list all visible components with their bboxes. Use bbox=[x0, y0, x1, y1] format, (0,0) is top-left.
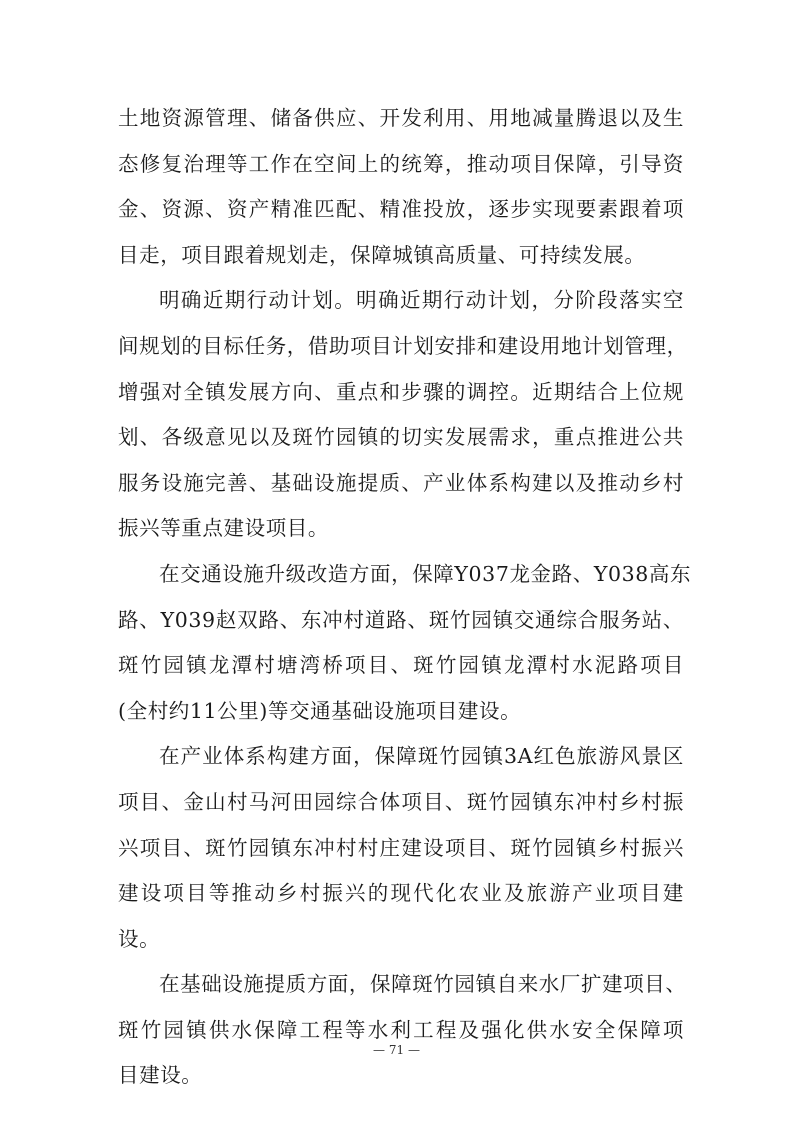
text-line: 目走，项目跟着规划走，保障城镇高质量、可持续发展。 bbox=[118, 242, 646, 267]
text-line: 间规划的目标任务，借助项目计划安排和建设用地计划管理， bbox=[118, 333, 688, 358]
text-line: 在产业体系构建方面，保障斑竹园镇3A红色旅游风景区 bbox=[159, 744, 684, 769]
text-line: 兴项目、斑竹园镇东冲村村庄建设项目、斑竹园镇乡村振兴 bbox=[118, 835, 684, 860]
text-line: 明确近期行动计划。明确近期行动计划，分阶段落实空 bbox=[159, 288, 684, 313]
text-line: (全村约11公里)等交通基础设施项目建设。 bbox=[118, 698, 522, 723]
text-line: 设。 bbox=[118, 926, 161, 951]
text-line: 斑竹园镇龙潭村塘湾桥项目、斑竹园镇龙潭村水泥路项目 bbox=[118, 653, 684, 678]
page-number: — 71 — bbox=[373, 1043, 420, 1057]
text-line: 路、Y039赵双路、东冲村道路、斑竹园镇交通综合服务站、 bbox=[118, 607, 684, 632]
text-line: 态修复治理等工作在空间上的统筹，推动项目保障，引导资 bbox=[118, 151, 684, 176]
text-line: 服务设施完善、基础设施提质、产业体系构建以及推动乡村 bbox=[118, 470, 684, 495]
text-line: 振兴等重点建设项目。 bbox=[118, 516, 329, 541]
text-line: 金、资源、资产精准匹配、精准投放，逐步实现要素跟着项 bbox=[118, 197, 684, 222]
text-line: 划、各级意见以及斑竹园镇的切实发展需求，重点推进公共 bbox=[118, 425, 684, 450]
text-line: 项目、金山村马河田园综合体项目、斑竹园镇东冲村乡村振 bbox=[118, 789, 684, 814]
text-line: 在交通设施升级改造方面，保障Y037龙金路、Y038高东 bbox=[159, 561, 692, 586]
text-line: 目建设。 bbox=[118, 1063, 203, 1088]
paragraph-near-term-plan bbox=[118, 278, 688, 552]
text-line: 土地资源管理、储备供应、开发利用、用地减量腾退以及生 bbox=[118, 106, 684, 130]
text-line: 在基础设施提质方面，保障斑竹园镇自来水厂扩建项目、 bbox=[159, 972, 687, 997]
paragraph-land-coordination bbox=[118, 96, 684, 278]
body-text bbox=[118, 96, 692, 1099]
paragraph-transport bbox=[118, 552, 692, 734]
paragraph-industry bbox=[118, 734, 684, 962]
text-line: 建设项目等推动乡村振兴的现代化农业及旅游产业项目建 bbox=[118, 881, 684, 906]
text-line: 斑竹园镇供水保障工程等水利工程及强化供水安全保障项 bbox=[118, 1017, 684, 1042]
paragraph-infrastructure bbox=[118, 962, 687, 1099]
text-line: 增强对全镇发展方向、重点和步骤的调控。近期结合上位规 bbox=[118, 379, 684, 404]
